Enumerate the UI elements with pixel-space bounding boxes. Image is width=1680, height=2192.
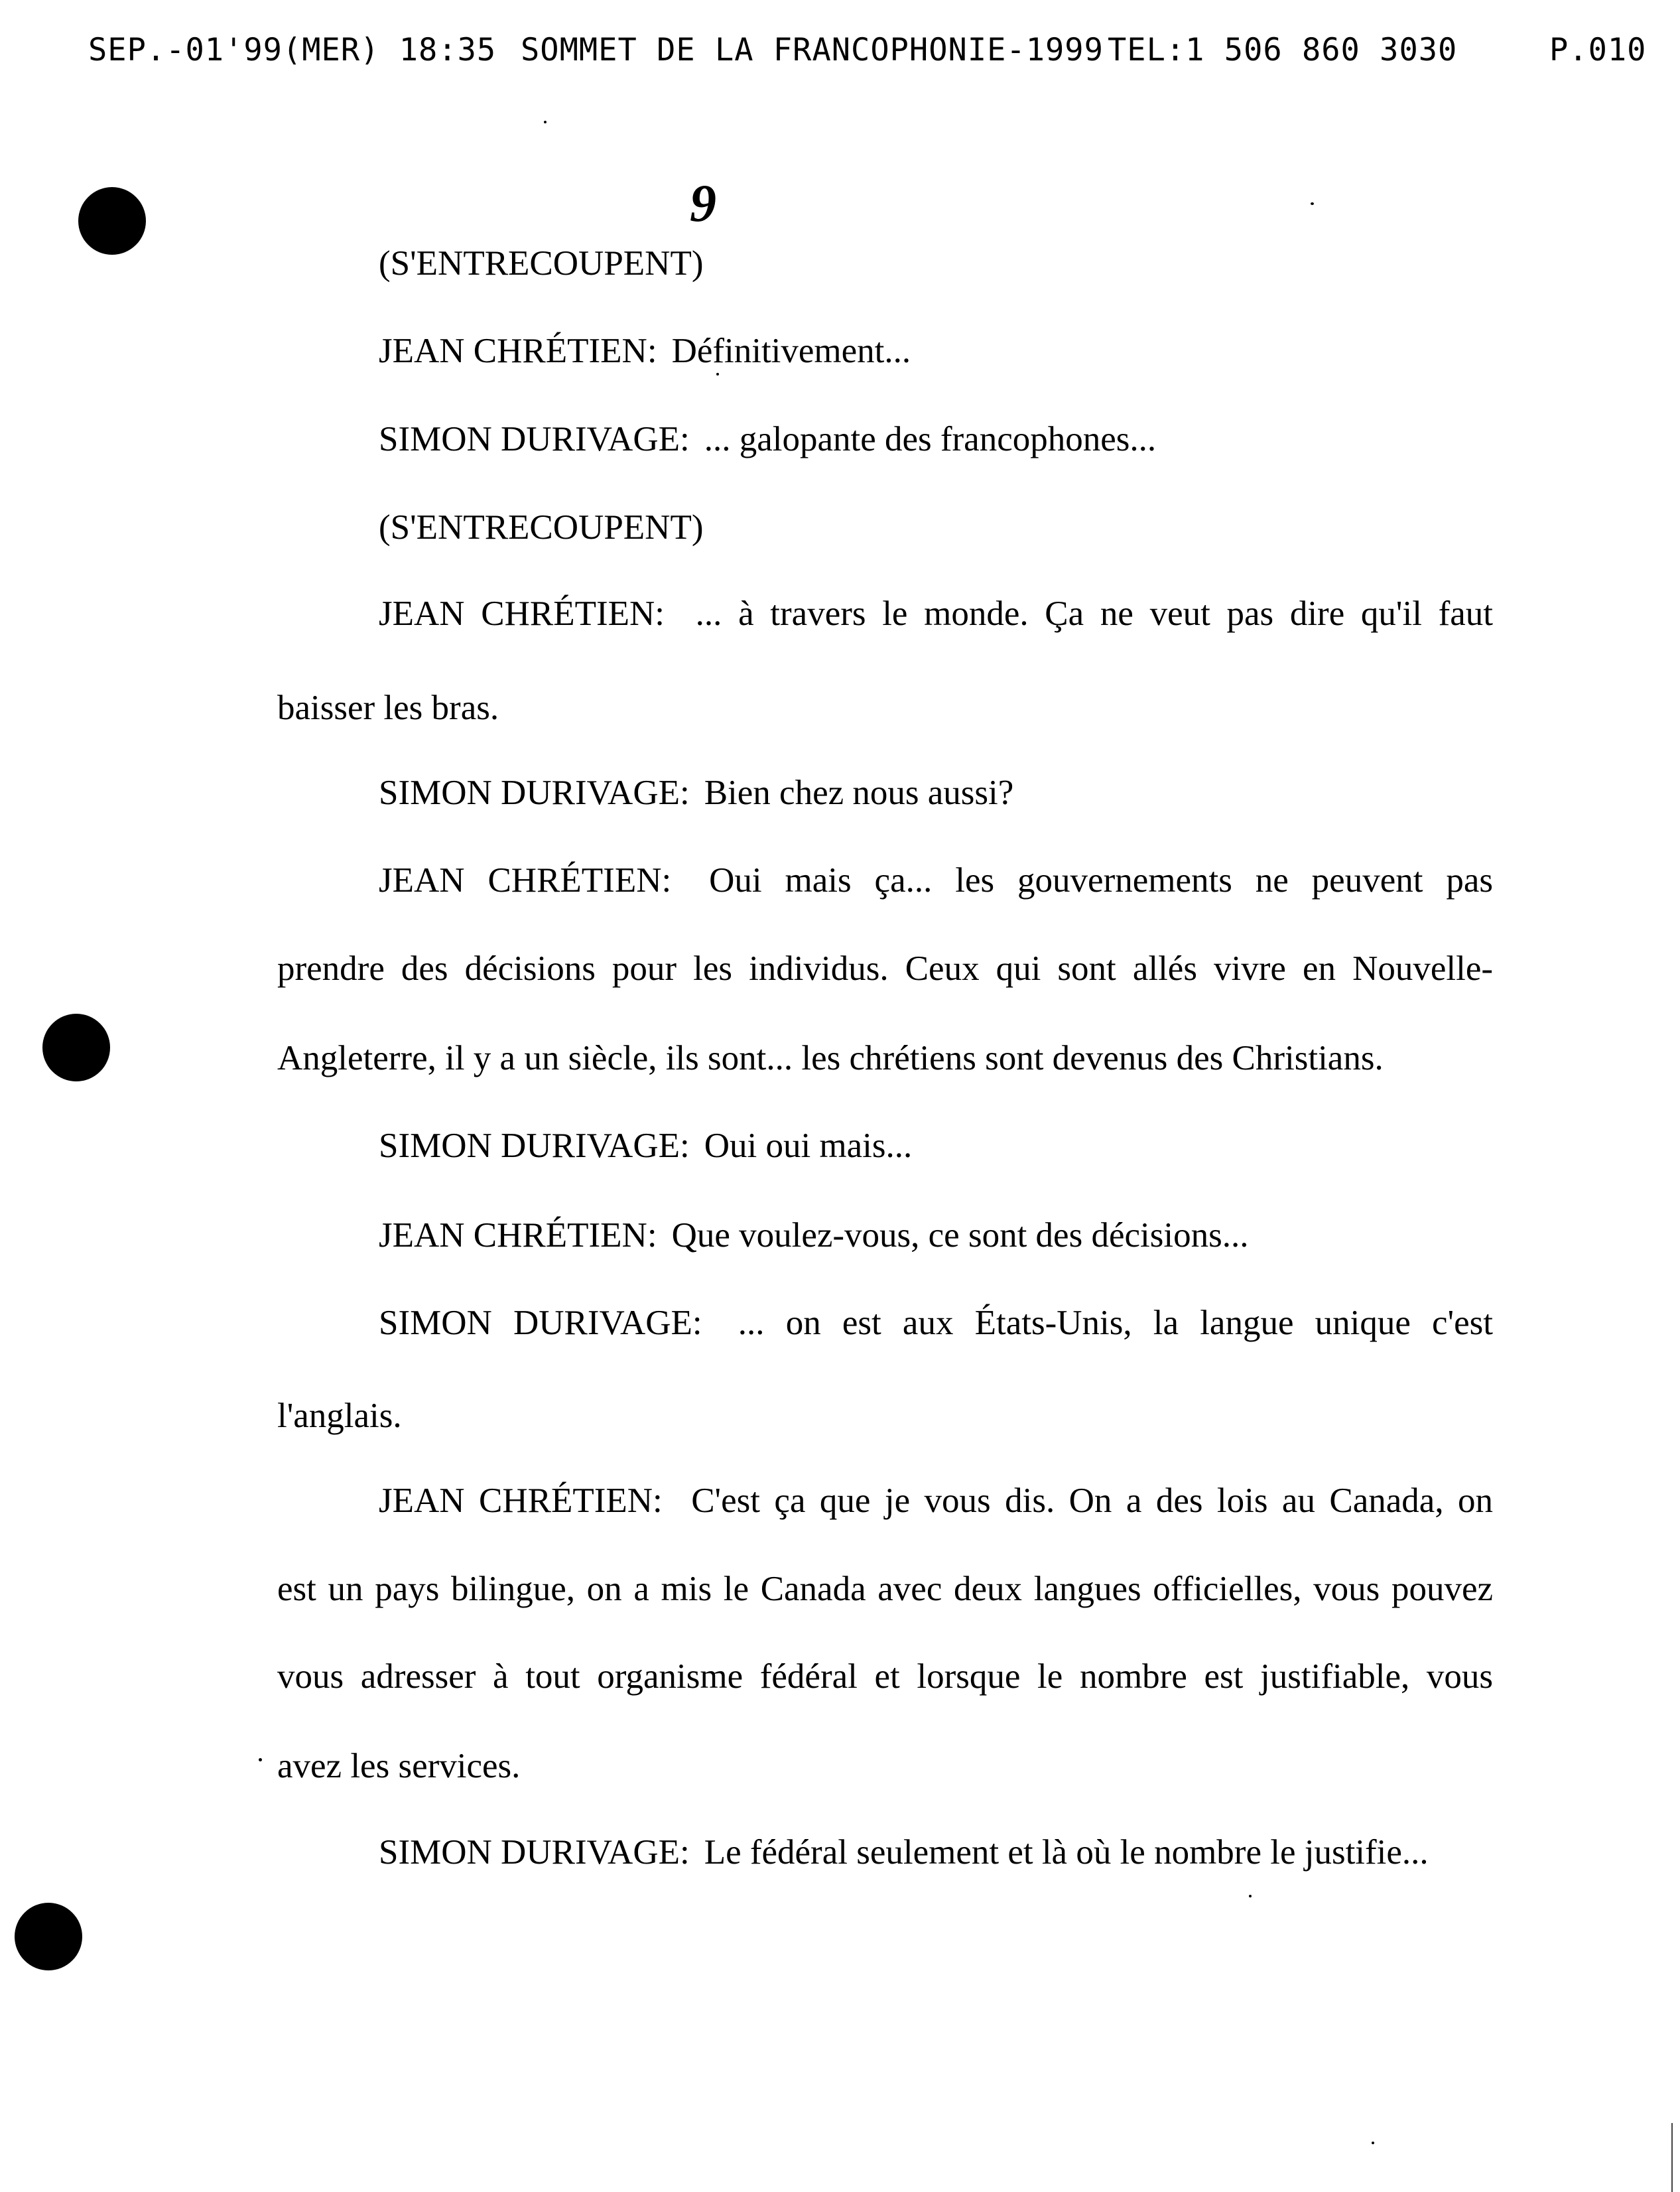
speech-continuation: vous adresser à tout organisme fédéral et lorsque le nombre est justifiable, vous	[277, 1657, 1493, 1696]
stage-direction-text: (S'ENTRECOUPENT)	[379, 508, 704, 547]
transcript-line	[379, 1126, 912, 1166]
transcript-line	[379, 594, 1493, 634]
speaker-name: JEAN CHRÉTIEN:	[379, 594, 665, 633]
scan-speck	[544, 121, 547, 123]
transcript-line	[379, 1215, 1248, 1255]
scan-edge-mark	[1671, 2123, 1673, 2192]
scan-speck	[1249, 1895, 1252, 1897]
speaker-name: SIMON DURIVAGE:	[379, 1833, 690, 1872]
speech-text: Oui oui mais...	[704, 1127, 913, 1165]
punch-hole	[78, 187, 146, 255]
speech-text: C'est ça que je vous dis. On a des lois au Canada, on	[691, 1481, 1494, 1520]
page-number: 9	[690, 174, 716, 233]
transcript-line	[379, 860, 1493, 900]
speaker-name: JEAN CHRÉTIEN:	[379, 1481, 663, 1520]
speaker-name: SIMON DURIVAGE:	[379, 420, 690, 458]
punch-hole	[15, 1903, 82, 1970]
speaker-name: JEAN CHRÉTIEN:	[379, 332, 657, 370]
transcript-line	[379, 1303, 1493, 1343]
transcript-line	[379, 1481, 1493, 1521]
fax-sender: SOMMET DE LA FRANCOPHONIE-1999	[521, 32, 1104, 68]
speech-continuation: l'anglais.	[277, 1397, 402, 1435]
speech-text: Le fédéral seulement et là où le nombre le justifie...	[704, 1833, 1429, 1872]
fax-telephone: TEL:1 506 860 3030	[1108, 32, 1458, 68]
speech-text: Que voulez-vous, ce sont des décisions...	[671, 1216, 1249, 1255]
speech-continuation: est un pays bilingue, on a mis le Canada avec deux langues officielles, vous pouvez	[277, 1570, 1493, 1608]
speech-continuation: prendre des décisions pour les individus. Ceux qui sont allés vivre en Nouvelle-	[277, 949, 1493, 988]
transcript-line	[379, 773, 1013, 813]
scan-speck	[1311, 202, 1314, 205]
stage-direction-text: (S'ENTRECOUPENT)	[379, 244, 704, 283]
speech-text: Oui mais ça... les gouvernements ne peuvent pas	[709, 861, 1494, 900]
speech-text: ... à travers le monde. Ça ne veut pas dire qu'il faut	[695, 594, 1493, 633]
fax-page-number: P.010	[1549, 32, 1647, 68]
speech-text: Définitivement...	[671, 332, 911, 370]
scan-speck	[716, 373, 719, 376]
speaker-name: SIMON DURIVAGE:	[379, 774, 690, 812]
speaker-name: SIMON DURIVAGE:	[379, 1304, 702, 1342]
transcript-line	[379, 1832, 1429, 1872]
fax-header	[0, 32, 1680, 78]
punch-hole	[42, 1014, 110, 1081]
speech-text: ... galopante des francophones...	[704, 420, 1157, 458]
speech-text: Bien chez nous aussi?	[704, 774, 1014, 812]
speaker-name: SIMON DURIVAGE:	[379, 1127, 690, 1165]
speech-text: ... on est aux États-Unis, la langue unique c'est	[738, 1304, 1494, 1342]
speech-continuation: baisser les bras.	[277, 689, 499, 727]
stage-direction	[379, 508, 703, 547]
transcript-line	[379, 331, 911, 371]
stage-direction	[379, 243, 703, 283]
fax-date-time: SEP.-01'99(MER) 18:35	[88, 32, 497, 68]
scan-speck	[259, 1758, 262, 1761]
speech-continuation: Angleterre, il y a un siècle, ils sont... les chrétiens sont devenus des Christians.	[277, 1039, 1384, 1077]
speech-continuation: avez les services.	[277, 1747, 521, 1785]
speaker-name: JEAN CHRÉTIEN:	[379, 1216, 657, 1255]
speaker-name: JEAN CHRÉTIEN:	[379, 861, 672, 900]
transcript-line	[379, 419, 1156, 459]
scan-speck	[1372, 2142, 1374, 2144]
